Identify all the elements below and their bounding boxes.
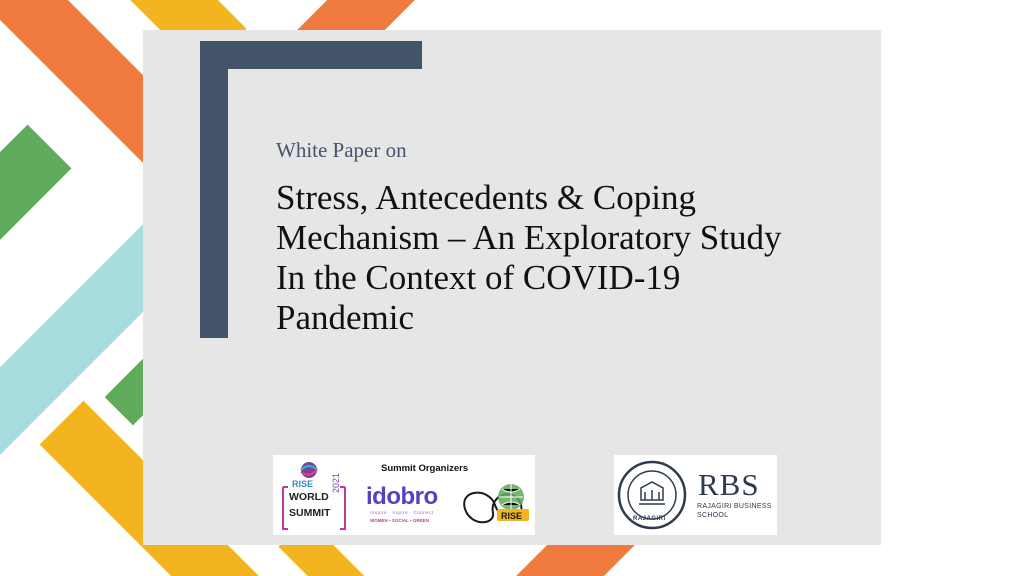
rise-year: 2021 xyxy=(331,472,341,493)
summit-organizers-logo xyxy=(273,455,535,535)
organizers-label: Summit Organizers xyxy=(381,463,469,474)
cover-card xyxy=(143,30,881,545)
rbs-abbreviation: RBS xyxy=(698,467,760,502)
rise-word: RISE xyxy=(292,479,314,489)
rajagiri-seal-text: RAJAGIRI xyxy=(633,516,666,522)
title-line-3: In the Context of COVID-19 xyxy=(276,258,681,297)
rbs-name-line-1: RAJAGIRI BUSINESS xyxy=(697,503,772,510)
rise-world-summit-logo xyxy=(279,459,355,531)
title-line-2: Mechanism – An Exploratory Study xyxy=(276,218,782,257)
green-stripe-left xyxy=(0,125,71,268)
bracket-vertical-bar xyxy=(200,41,228,338)
idobro-pillars: WOMEN • SOCIAL • GREEN xyxy=(370,518,429,523)
rbs-full-name xyxy=(697,502,772,520)
rise-circle-globe-icon xyxy=(459,479,531,531)
rise-world-word: WORLD xyxy=(289,491,329,503)
rise-summit-word: SUMMIT xyxy=(289,507,331,519)
pre-title: White Paper on xyxy=(276,138,407,162)
document-title xyxy=(276,178,866,338)
title-line-1: Stress, Antecedents & Coping xyxy=(276,178,696,217)
rajagiri-business-school-logo xyxy=(614,455,777,535)
rise-circle-word: RISE xyxy=(501,511,523,521)
bracket-horizontal-bar xyxy=(200,41,422,69)
rbs-name-line-2: SCHOOL xyxy=(697,512,729,519)
idobro-logo-text: idobro xyxy=(366,483,438,510)
idobro-tagline: Inspire · Aspire · Connect xyxy=(370,510,434,515)
title-line-4: Pandemic xyxy=(276,298,415,337)
